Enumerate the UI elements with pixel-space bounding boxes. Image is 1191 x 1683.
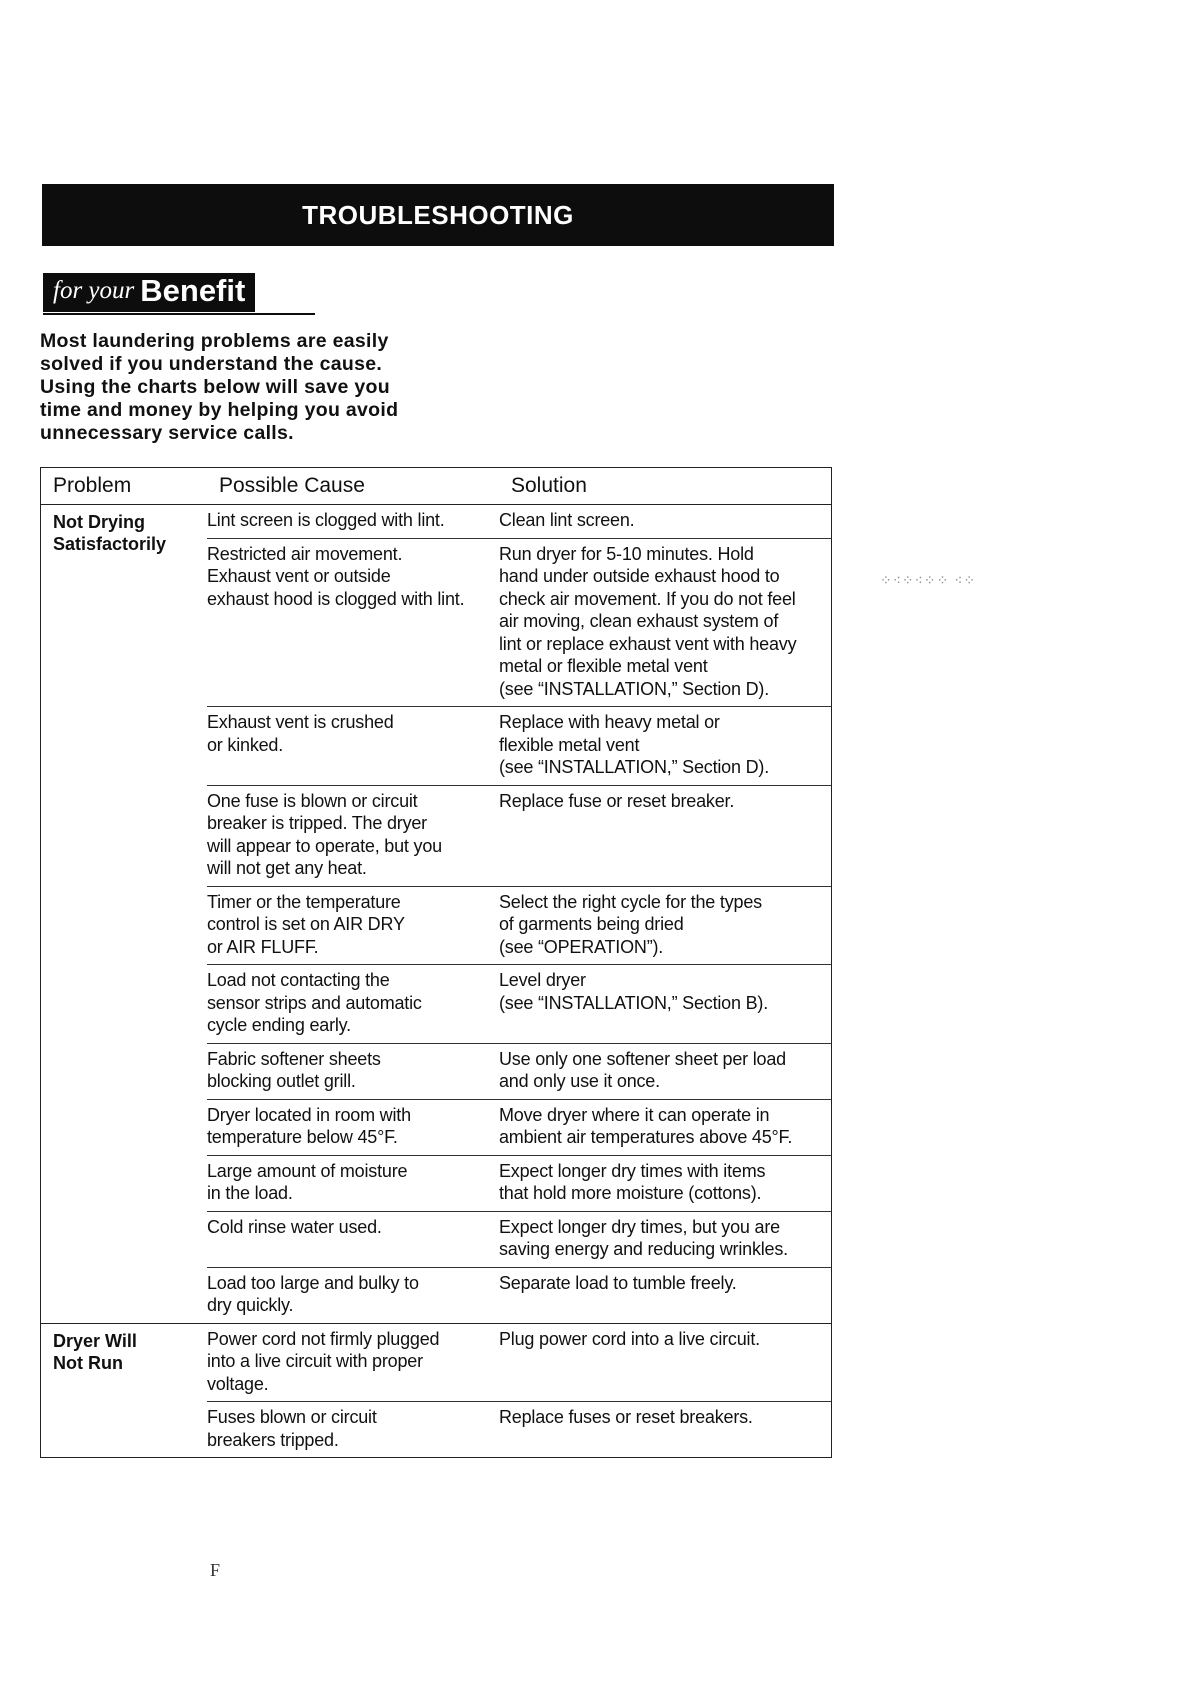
solution-line: Use only one softener sheet per load <box>499 1048 786 1069</box>
problem-group <box>41 505 831 1324</box>
solution-cell <box>499 543 831 701</box>
cause-solution-rows <box>207 505 831 1323</box>
problem-label-line: Satisfactorily <box>53 534 167 554</box>
solution-line: and only use it once. <box>499 1071 660 1091</box>
cause-line: Fuses blown or circuit <box>207 1407 377 1427</box>
cause-line: Large amount of moisture <box>207 1160 408 1181</box>
cause-line: Fabric softener sheets <box>207 1048 381 1069</box>
possible-cause-cell <box>207 543 499 701</box>
solution-line: (see “INSTALLATION,” Section B). <box>499 992 769 1013</box>
solution-line: ambient air temperatures above 45°F. <box>499 1127 793 1147</box>
table-row <box>207 1212 831 1268</box>
solution-cell <box>499 1160 831 1205</box>
solution-line: that hold more moisture (cottons). <box>499 1183 762 1203</box>
cause-line: will appear to operate, but you <box>207 835 442 856</box>
intro-paragraph <box>40 330 440 445</box>
solution-line: Level dryer <box>499 970 586 990</box>
cause-line: breaker is tripped. The dryer <box>207 813 427 833</box>
possible-cause-cell <box>207 509 499 532</box>
cause-line: Exhaust vent is crushed <box>207 712 394 732</box>
cause-line: Cold rinse water used. <box>207 1216 382 1237</box>
cause-line: Exhaust vent or outside <box>207 566 391 586</box>
badge-for-text: for your <box>53 277 135 304</box>
cause-line: Power cord not firmly plugged <box>207 1328 440 1349</box>
solution-line: saving energy and reducing wrinkles. <box>499 1239 788 1259</box>
cause-line: or kinked. <box>207 734 284 755</box>
solution-line: Move dryer where it can operate in <box>499 1104 770 1125</box>
solution-line: (see “INSTALLATION,” Section D). <box>499 678 769 699</box>
troubleshooting-table <box>40 467 832 1458</box>
solution-line: Plug power cord into a live circuit. <box>499 1328 760 1349</box>
solution-cell <box>499 891 831 959</box>
cause-line: or AIR FLUFF. <box>207 936 319 957</box>
table-row <box>207 965 831 1044</box>
troubleshooting-banner <box>42 184 834 246</box>
solution-line: flexible metal vent <box>499 734 640 755</box>
table-row <box>207 1402 831 1457</box>
table-row <box>207 539 831 708</box>
problem-label-line: Not Drying <box>53 512 145 532</box>
cause-line: Dryer located in room with <box>207 1104 411 1125</box>
solution-cell <box>499 1104 831 1149</box>
solution-line: Replace with heavy metal or <box>499 712 720 732</box>
header-problem: Problem <box>53 474 132 497</box>
cause-line: exhaust hood is clogged with lint. <box>207 588 465 609</box>
cause-line: into a live circuit with proper <box>207 1351 423 1371</box>
possible-cause-cell <box>207 891 499 959</box>
badge-underline <box>43 313 315 315</box>
table-row <box>207 1100 831 1156</box>
intro-line: time and money by helping you avoid <box>40 399 399 421</box>
problem-label-line: Not Run <box>53 1352 123 1373</box>
problem-group <box>41 1324 831 1458</box>
solution-line: (see “OPERATION”). <box>499 936 664 957</box>
cause-line: blocking outlet grill. <box>207 1071 356 1091</box>
cause-line: Load too large and bulky to <box>207 1272 419 1293</box>
table-row <box>207 1324 831 1403</box>
table-header-row <box>41 468 831 505</box>
solution-line: Run dryer for 5-10 minutes. Hold <box>499 543 754 564</box>
cause-line: voltage. <box>207 1373 269 1394</box>
solution-cell <box>499 711 831 779</box>
solution-cell <box>499 509 831 532</box>
footer-mark: F <box>210 1560 221 1580</box>
cause-line: breakers tripped. <box>207 1429 339 1450</box>
table-body <box>41 505 831 1457</box>
cause-line: control is set on AIR DRY <box>207 914 405 934</box>
cause-line: will not get any heat. <box>207 858 367 878</box>
intro-line: solved if you understand the cause. <box>40 353 383 375</box>
cause-line: Restricted air movement. <box>207 543 403 564</box>
solution-line: air moving, clean exhaust system of <box>499 611 779 631</box>
solution-line: Replace fuses or reset breakers. <box>499 1407 753 1427</box>
page-title: TROUBLESHOOTING <box>302 199 574 230</box>
header-possible-cause: Possible Cause <box>219 474 365 497</box>
problem-label <box>41 505 207 1323</box>
solution-cell <box>499 790 831 880</box>
badge-benefit-text: Benefit <box>140 273 246 308</box>
solution-line: Clean lint screen. <box>499 510 635 530</box>
problem-label-line: Dryer Will <box>53 1330 137 1351</box>
solution-line: hand under outside exhaust hood to <box>499 566 780 586</box>
intro-line: Using the charts below will save you <box>40 376 390 398</box>
table-row <box>207 786 831 887</box>
scan-speckle: ⁘⁖⁘⁖⁘⁘ ⁖⁘ <box>880 572 977 588</box>
solution-line: Replace fuse or reset breaker. <box>499 790 735 811</box>
solution-cell <box>499 1216 831 1261</box>
table-row <box>207 505 831 539</box>
possible-cause-cell <box>207 711 499 779</box>
possible-cause-cell <box>207 1406 499 1451</box>
solution-line: check air movement. If you do not feel <box>499 588 796 609</box>
cause-line: dry quickly. <box>207 1295 294 1315</box>
possible-cause-cell <box>207 790 499 880</box>
solution-line: Expect longer dry times with items <box>499 1160 766 1181</box>
cause-line: temperature below 45°F. <box>207 1127 398 1147</box>
header-solution: Solution <box>511 474 587 497</box>
cause-line: Load not contacting the <box>207 970 390 990</box>
solution-cell <box>499 1406 831 1451</box>
possible-cause-cell <box>207 1328 499 1396</box>
table-row <box>207 1156 831 1212</box>
possible-cause-cell <box>207 1160 499 1205</box>
possible-cause-cell <box>207 1048 499 1093</box>
cause-line: Lint screen is clogged with lint. <box>207 510 445 530</box>
cause-line: in the load. <box>207 1183 293 1203</box>
solution-cell <box>499 1048 831 1093</box>
solution-cell <box>499 969 831 1037</box>
cause-line: cycle ending early. <box>207 1015 351 1035</box>
solution-line: of garments being dried <box>499 914 684 934</box>
solution-cell <box>499 1328 831 1396</box>
cause-line: One fuse is blown or circuit <box>207 790 418 811</box>
solution-line: (see “INSTALLATION,” Section D). <box>499 757 769 777</box>
intro-line: unnecessary service calls. <box>40 422 294 444</box>
problem-label <box>41 1324 207 1458</box>
solution-line: lint or replace exhaust vent with heavy <box>499 633 797 654</box>
solution-line: Separate load to tumble freely. <box>499 1272 737 1293</box>
intro-line: Most laundering problems are easily <box>40 330 389 352</box>
solution-line: Expect longer dry times, but you are <box>499 1216 780 1237</box>
solution-line: metal or flexible metal vent <box>499 656 708 676</box>
possible-cause-cell <box>207 1216 499 1261</box>
table-row <box>207 707 831 786</box>
possible-cause-cell <box>207 1272 499 1317</box>
possible-cause-cell <box>207 1104 499 1149</box>
for-your-benefit-badge <box>43 273 255 312</box>
table-row <box>207 1044 831 1100</box>
cause-line: sensor strips and automatic <box>207 992 422 1013</box>
solution-cell <box>499 1272 831 1317</box>
cause-solution-rows <box>207 1324 831 1458</box>
solution-line: Select the right cycle for the types <box>499 891 762 912</box>
cause-line: Timer or the temperature <box>207 891 401 912</box>
possible-cause-cell <box>207 969 499 1037</box>
table-row <box>207 1268 831 1323</box>
table-row <box>207 887 831 966</box>
